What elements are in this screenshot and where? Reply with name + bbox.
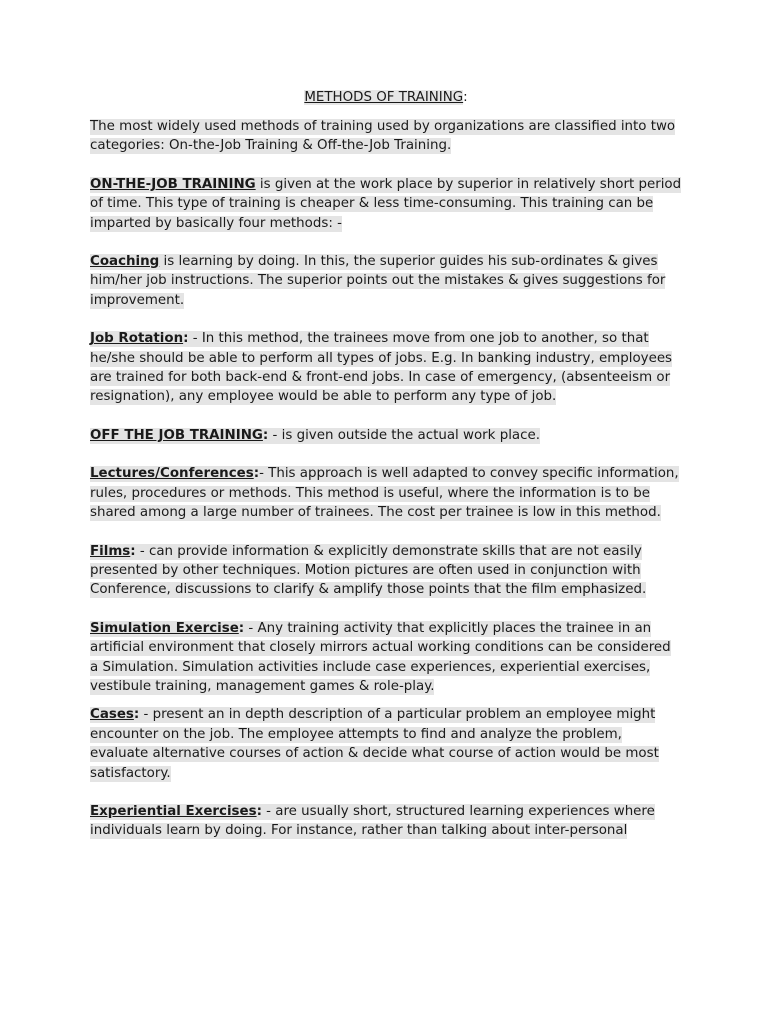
section-term: Simulation Exercise [90,620,239,636]
paragraph-text: is learning by doing. In this, the superior guides his sub-ordinates & gives him/her job instructions. The superior points out the mistakes & gives suggestions for improvement. [90,254,666,308]
section-term: ON-THE-JOB TRAINING [90,176,256,192]
paragraph-body [90,331,672,405]
paragraph-list [90,117,682,841]
paragraph-text: - is given outside the actual work place. [268,427,540,443]
page-title [90,88,682,107]
paragraph-body [90,707,659,781]
section-term: Lectures/Conferences [90,466,254,482]
paragraph [90,464,682,522]
section-term: Cases [90,707,134,723]
paragraph-text: The most widely used methods of training used by organizations are classified into two categories: On-the-Job Training & Off-the-Job Training. [90,119,676,154]
section-term: Experiential Exercises [90,803,257,819]
paragraph-body [90,621,671,695]
paragraph-body [90,428,540,444]
paragraph [90,252,682,310]
paragraph-body [90,804,655,839]
document-page [90,88,682,860]
paragraph [90,117,682,156]
paragraph-text: - can provide information & explicitly demonstrate skills that are not easily presented by other techniques. Motion pictures are often used in conjunction with Conference, discussions to clarify & amplify those points that the film emphasized. [90,543,647,598]
section-term: Job Rotation [90,331,184,347]
term-separator: : [238,620,245,636]
section-term: Coaching [90,254,160,270]
paragraph [90,705,682,783]
paragraph-text: is given at the work place by superior in relatively short period of time. This type of training is cheaper & less time-consuming. This training can be imparted by basically four methods: - [90,176,682,231]
term-separator: : [256,803,262,819]
title-text: METHODS OF TRAINING [304,90,464,105]
term-separator: : [253,466,260,482]
term-separator: : [262,427,269,443]
paragraph [90,329,682,407]
section-term: Films [90,543,131,559]
paragraph-text: - This approach is well adapted to convey specific information, rules, procedures or methods. This method is useful, where the information is to be shared among a large number of trainees. The cost per trainee is low in this method. [90,466,679,521]
paragraph-text: - are usually short, structured learning experiences where individuals learn by doing. For instance, rather than talking about inter-personal [90,803,655,839]
paragraph [90,426,682,445]
paragraph [90,175,682,233]
term-separator: : [133,707,140,723]
paragraph-text: - Any training activity that explicitly places the trainee in an artificial environment that closely mirrors actual working conditions can be considered a Simulation. Simulation activities include case experiences, experiential exercises, vestibule training, management games & role-play. [90,620,671,694]
paragraph [90,542,682,600]
paragraph-body [90,177,681,232]
term-separator: : [130,543,136,559]
title-colon: : [463,90,468,105]
paragraph-body [90,119,675,154]
paragraph [90,802,682,841]
paragraph-text: - In this method, the trainees move from one job to another, so that he/she should be able to perform all types of jobs. E.g. In banking industry, employees are trained for both back-end & front-end jobs. In case of emergency, (absenteeism or resignation), any employee would be able to perform any type of job. [90,331,673,405]
paragraph-body [90,544,646,599]
paragraph-text: - present an in depth description of a particular problem an employee might encounter on the job. The employee attempts to find and analyze the problem, evaluate alternative courses of action & decide what course of action would be most satisfactory. [90,707,659,781]
term-separator: : [183,331,189,347]
paragraph [90,619,682,697]
paragraph-body [90,254,665,309]
paragraph-body [90,466,679,521]
section-term: OFF THE JOB TRAINING [90,427,263,443]
